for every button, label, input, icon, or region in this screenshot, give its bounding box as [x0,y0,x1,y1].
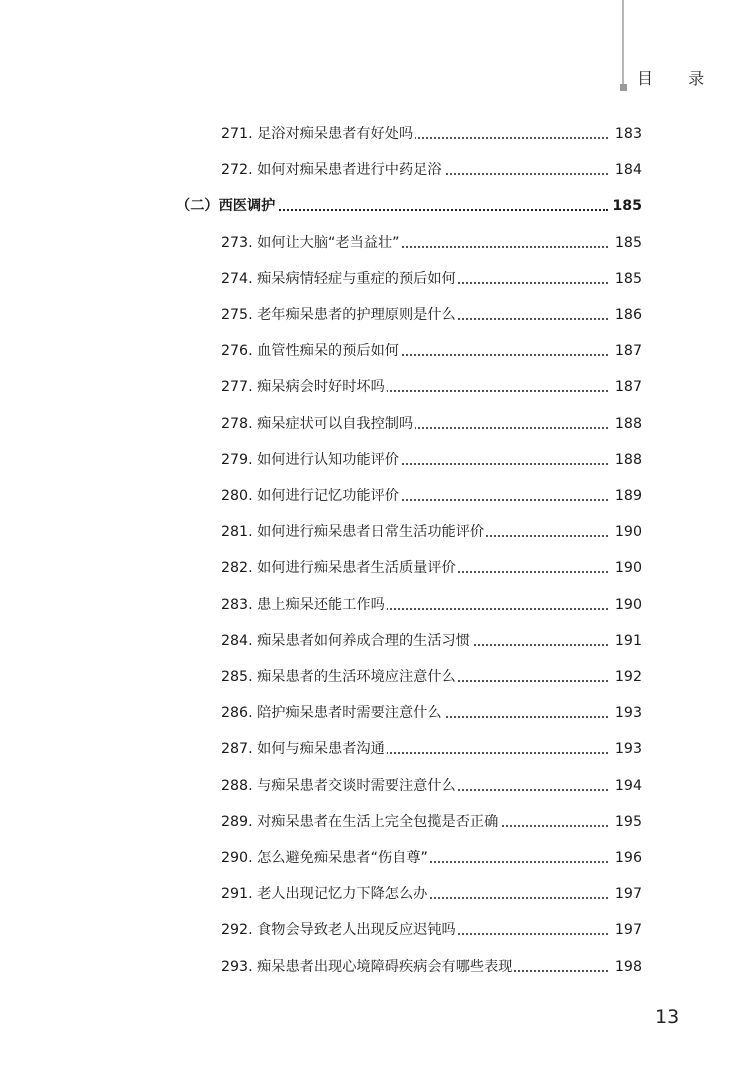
toc-entry[interactable] [0,955,750,979]
page-number: 13 [655,1006,680,1028]
entry-title: 286. 陪护痴呆患者时需要注意什么 [221,701,444,725]
entry-title: 282. 如何进行痴呆患者生活质量评价 [221,556,458,580]
entry-title: 277. 痴呆病会时好时坏吗 [221,375,387,399]
entry-title: 288. 与痴呆患者交谈时需要注意什么 [221,774,458,798]
toc-entry[interactable] [0,520,750,544]
entry-page-number: 190 [613,556,642,580]
entry-title: 273. 如何让大脑“老当益壮” [221,231,402,255]
toc-entry[interactable] [0,375,750,399]
entry-page-number: 187 [613,375,642,399]
toc-entry[interactable] [0,339,750,363]
running-head: 目 录 [637,69,720,88]
entry-page-number: 185 [610,194,642,218]
toc-entry[interactable] [0,484,750,508]
entry-title: 290. 怎么避免痴呆患者“伤自尊” [221,846,430,870]
entry-title: 280. 如何进行记忆功能评价 [221,484,401,508]
header-rule [622,0,624,86]
entry-title: 281. 如何进行痴呆患者日常生活功能评价 [221,520,486,544]
toc-entry[interactable] [0,412,750,436]
entry-title: 278. 痴呆症状可以自我控制吗 [221,412,415,436]
toc-entry[interactable] [0,303,750,327]
toc-entry[interactable] [0,593,750,617]
toc-entry[interactable] [0,267,750,291]
entry-title: （二）西医调护 [176,194,277,218]
entry-page-number: 194 [613,774,642,798]
entry-title: 279. 如何进行认知功能评价 [221,448,401,472]
toc-entry[interactable] [0,231,750,255]
entry-page-number: 184 [613,158,642,182]
toc-entry[interactable] [0,810,750,834]
entry-page-number: 188 [613,412,642,436]
toc-entry[interactable] [0,737,750,761]
entry-page-number: 190 [613,593,642,617]
entry-page-number: 190 [613,520,642,544]
toc-entry[interactable] [0,448,750,472]
toc-entry[interactable] [0,665,750,689]
toc-section-heading[interactable] [0,194,750,218]
entry-title: 292. 食物会导致老人出现反应迟钝吗 [221,918,458,942]
entry-title: 283. 患上痴呆还能工作吗 [221,593,387,617]
entry-title: 287. 如何与痴呆患者沟通 [221,737,387,761]
toc-entry[interactable] [0,774,750,798]
entry-title: 291. 老人出现记忆力下降怎么办 [221,882,429,906]
entry-page-number: 185 [613,267,642,291]
entry-page-number: 188 [613,448,642,472]
toc-entry[interactable] [0,629,750,653]
entry-page-number: 189 [613,484,642,508]
entry-title: 275. 老年痴呆患者的护理原则是什么 [221,303,458,327]
entry-page-number: 186 [613,303,642,327]
header-square-marker [620,84,627,91]
entry-title: 284. 痴呆患者如何养成合理的生活习惯 [221,629,472,653]
entry-page-number: 196 [613,846,642,870]
entry-page-number: 197 [613,882,642,906]
entry-page-number: 197 [613,918,642,942]
toc-entry[interactable] [0,122,750,146]
entry-page-number: 191 [613,629,642,653]
entry-page-number: 193 [613,701,642,725]
entry-title: 274. 痴呆病情轻症与重症的预后如何 [221,267,458,291]
toc-entry[interactable] [0,158,750,182]
entry-title: 271. 足浴对痴呆患者有好处吗 [221,122,415,146]
toc-entry[interactable] [0,846,750,870]
toc-entry[interactable] [0,882,750,906]
entry-title: 285. 痴呆患者的生活环境应注意什么 [221,665,458,689]
entry-title: 276. 血管性痴呆的预后如何 [221,339,401,363]
entry-page-number: 185 [613,231,642,255]
entry-title: 272. 如何对痴呆患者进行中药足浴 [221,158,444,182]
entry-page-number: 193 [613,737,642,761]
toc-entry[interactable] [0,556,750,580]
entry-title: 289. 对痴呆患者在生活上完全包揽是否正确 [221,810,500,834]
toc-entry[interactable] [0,918,750,942]
entry-page-number: 192 [613,665,642,689]
toc-entry[interactable] [0,701,750,725]
entry-page-number: 183 [613,122,642,146]
entry-page-number: 198 [613,955,642,979]
entry-page-number: 195 [613,810,642,834]
entry-title: 293. 痴呆患者出现心境障碍疾病会有哪些表现 [221,955,514,979]
entry-page-number: 187 [613,339,642,363]
